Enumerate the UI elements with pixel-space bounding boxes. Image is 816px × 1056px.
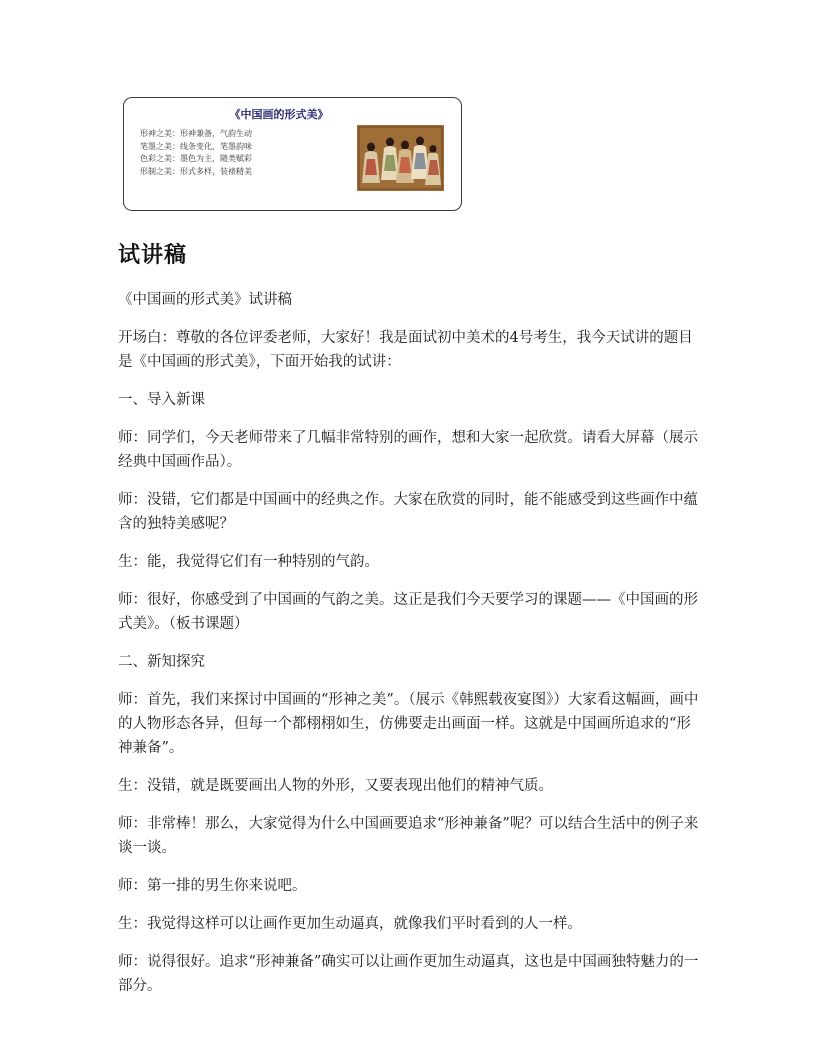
slide-thumbnail — [123, 97, 462, 211]
document-paragraph: 师：说得很好。追求“形神兼备”确实可以让画作更加生动逼真，这也是中国画独特魅力的一部分。 — [118, 954, 699, 994]
document-paragraph: 师：没错，它们都是中国画中的经典之作。大家在欣赏的同时，能不能感受到这些画作中蕴含的独特美感呢？ — [118, 492, 698, 532]
document-paragraph: 生：我觉得这样可以让画作更加生动逼真，就像我们平时看到的人一样。 — [118, 916, 582, 932]
document-paragraph: 师：同学们，今天老师带来了几幅非常特别的画作，想和大家一起欣赏。请看大屏幕（展示经典中国画作品）。 — [118, 430, 698, 470]
document-heading: 试讲稿 — [118, 243, 188, 268]
slide-point: 笔墨之美：线条变化，笔墨韵味 — [140, 141, 252, 151]
document-paragraph: 师：第一排的男生你来说吧。 — [118, 878, 307, 894]
document-paragraph: 开场白：尊敬的各位评委老师，大家好！我是面试初中美术的4号考生，我今天试讲的题目是《中国画的形式美》，下面开始我的试讲： — [118, 330, 693, 370]
document-paragraph: 师：非常棒！那么，大家觉得为什么中国画要追求“形神兼备”呢？可以结合生活中的例子来谈一谈。 — [118, 816, 699, 856]
section-heading: 二、新知探究 — [118, 654, 205, 670]
slide-point: 形制之美：形式多样，装裱精美 — [140, 166, 252, 176]
document-paragraph: 生：能，我觉得它们有一种特别的气韵。 — [118, 554, 379, 570]
slide-point: 色彩之美：墨色为主，随类赋彩 — [140, 154, 252, 163]
document-body — [118, 288, 700, 1012]
document-paragraph: 《中国画的形式美》试讲稿 — [118, 292, 292, 308]
slide-point: 形神之美：形神兼备，气韵生动 — [140, 129, 252, 138]
painting-image — [357, 125, 444, 191]
slide-point-list — [140, 128, 252, 178]
slide-title: 《中国画的形式美》 — [229, 108, 329, 121]
document-paragraph: 生：没错，就是既要画出人物的外形，又要表现出他们的精神气质。 — [118, 778, 553, 794]
section-heading: 一、导入新课 — [118, 392, 205, 408]
document-paragraph: 师：首先，我们来探讨中国画的“形神之美”。（展示《韩熙载夜宴图》）大家看这幅画，画中的人物形态各异，但每一个都栩栩如生，仿佛要走出画面一样。这就是中国画所追求的“形神兼备”。 — [118, 692, 699, 756]
document-paragraph: 师：很好，你感受到了中国画的气韵之美。这正是我们今天要学习的课题——《中国画的形式美》。（板书课题） — [118, 592, 698, 632]
